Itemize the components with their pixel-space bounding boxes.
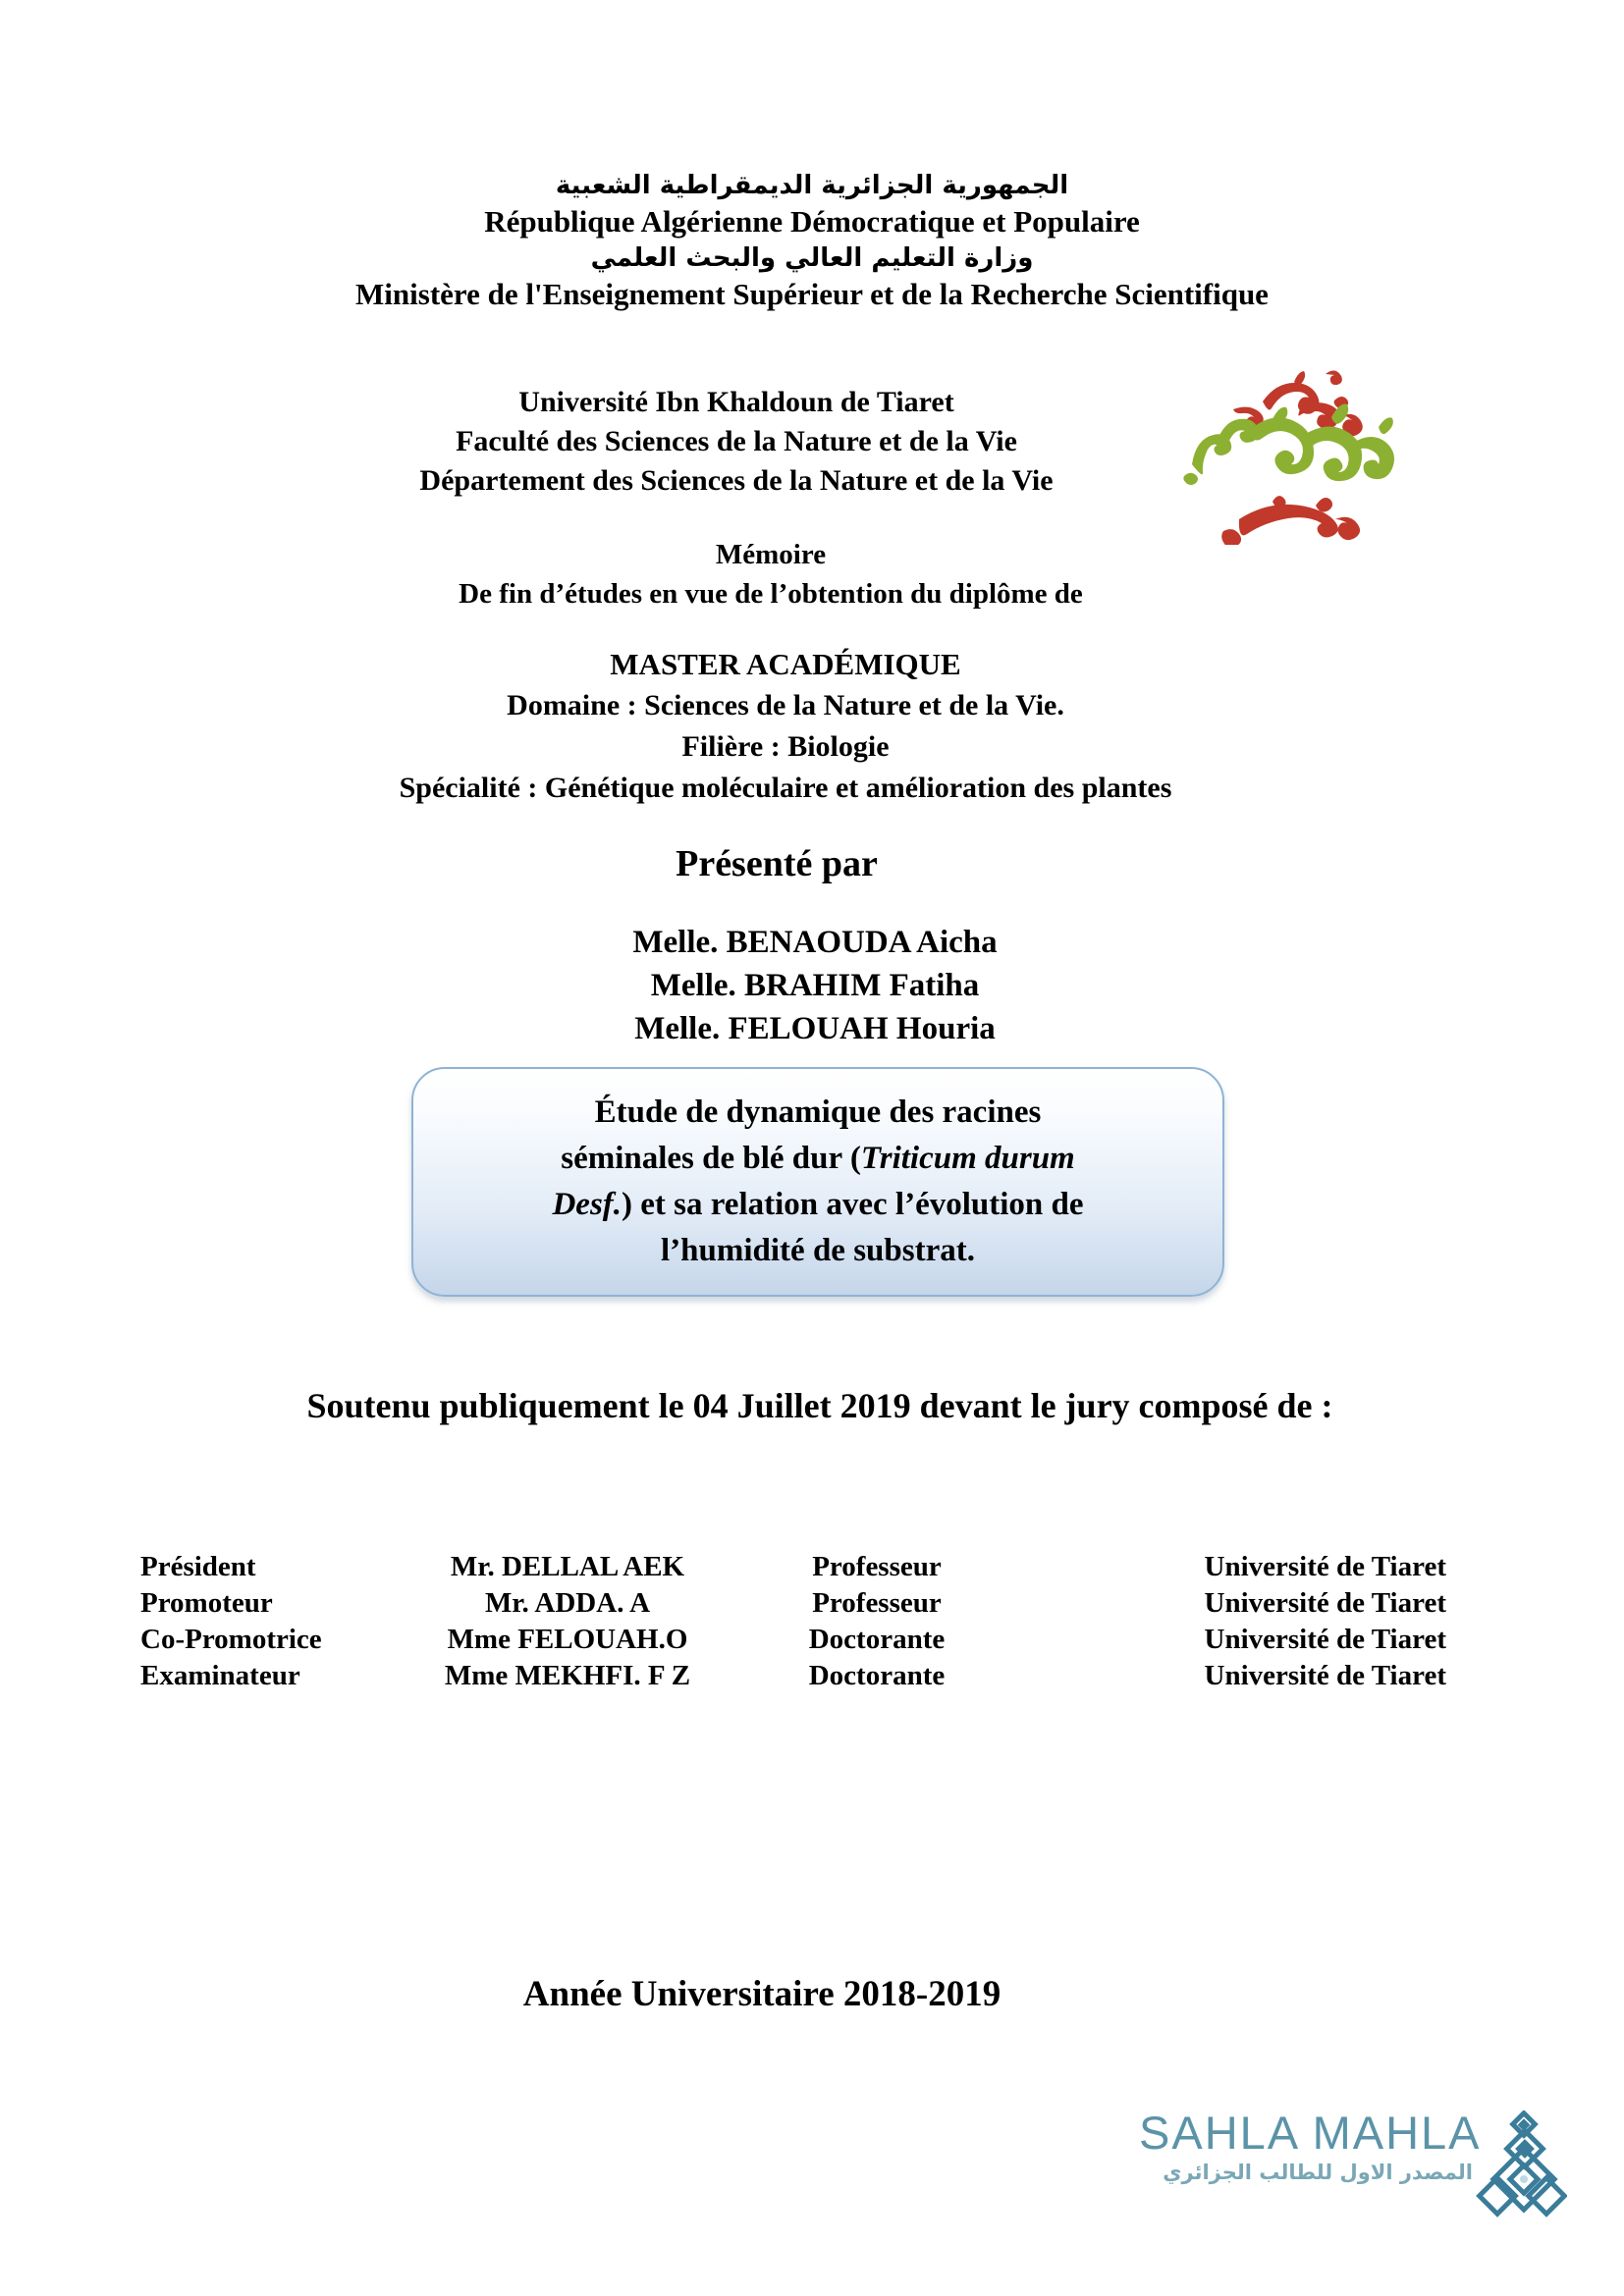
thesis-title-text [552,1090,1083,1274]
universite-ibn-khaldoun-logo [1178,358,1409,545]
republic-header [0,169,1624,314]
memoire-subtitle: De fin d’études en vue de l’obtention du diplôme de [459,578,1083,610]
jury-rank: Doctorante [808,1660,946,1691]
author-name: Melle. FELOUAH Houria [634,1011,996,1046]
jury-role: Examinateur [140,1660,300,1691]
degree-title: MASTER ACADÉMIQUE [610,647,961,681]
defense-statement [187,1379,1453,1432]
jury-name: Mme MEKHFI. F Z [444,1660,691,1691]
thesis-title-box [411,1067,1224,1297]
thesis-title-line4: l’humidité de substrat. [661,1233,975,1268]
jury-role: Co-Promotrice [140,1624,322,1655]
jury-rank: Doctorante [808,1624,946,1655]
republic-french-line: République Algérienne Démocratique et Populaire [484,204,1140,239]
jury-name: Mr. DELLAL AEK [450,1551,685,1582]
jury-affiliation: Université de Tiaret [1204,1551,1446,1582]
department-name: Département des Sciences de la Nature et de la Vie [419,464,1054,497]
author-list [0,921,1624,1050]
ministry-french-line: Ministère de l'Enseignement Supérieur et de la Recherche Scientifique [355,277,1269,311]
thesis-title-authority: Desf. [552,1187,623,1222]
degree-filiere: Filière : Biologie [681,730,890,763]
academic-year: Année Universitaire 2018-2019 [522,1974,1001,2014]
thesis-title-line1: Étude de dynamique des racines [594,1095,1042,1130]
jury-affiliation: Université de Tiaret [1204,1587,1446,1619]
presented-by-label: Présenté par [676,843,878,884]
thesis-title-line2-pre: séminales de blé dur ( [561,1141,861,1176]
author-name: Melle. BRAHIM Fatiha [650,968,980,1003]
jury-role: Promoteur [140,1587,273,1619]
jury-affiliation: Université de Tiaret [1204,1624,1446,1655]
memoire-label: Mémoire [715,539,827,570]
sahla-mahla-watermark [1139,2109,1561,2236]
table-row [140,1549,1446,1585]
jury-name: Mr. ADDA. A [484,1587,651,1619]
watermark-brand: SAHLA MAHLA [1139,2107,1482,2159]
degree-specialite: Spécialité : Génétique moléculaire et amélioration des plantes [399,772,1172,804]
faculty-name: Faculté des Sciences de la Nature et de la Vie [456,425,1017,457]
republic-arabic-line: الجمهورية الجزائرية الديمقراطية الشعبية [555,171,1069,200]
table-row [140,1658,1446,1694]
jury-affiliation: Université de Tiaret [1204,1660,1446,1691]
jury-table [140,1549,1446,1694]
table-row [140,1622,1446,1658]
university-name: Université Ibn Khaldoun de Tiaret [518,386,954,418]
jury-rank: Professeur [812,1551,942,1582]
defense-statement-end: de : [1276,1386,1333,1425]
thesis-title-line3-post: ) et sa relation avec l’évolution de [622,1187,1084,1222]
ministry-arabic-line: وزارة التعليم العالي والبحث العلمي [590,243,1034,273]
thesis-title-species: Triticum durum [860,1141,1075,1176]
jury-rank: Professeur [812,1587,942,1619]
defense-statement-text: Soutenu publiquement le 04 Juillet 2019 devant le jury composé [306,1386,1269,1425]
jury-role: Président [140,1551,256,1582]
watermark-tagline: المصدر الاول للطالب الجزائري [1163,2161,1473,2184]
sahla-mahla-diamond-icon [1473,2110,1567,2226]
degree-block [0,643,1571,809]
table-row [140,1585,1446,1622]
author-name: Melle. BENAOUDA Aicha [632,925,998,960]
memoire-block [0,535,1542,614]
jury-name: Mme FELOUAH.O [447,1624,688,1655]
degree-domaine: Domaine : Sciences de la Nature et de la Vie. [507,689,1064,721]
